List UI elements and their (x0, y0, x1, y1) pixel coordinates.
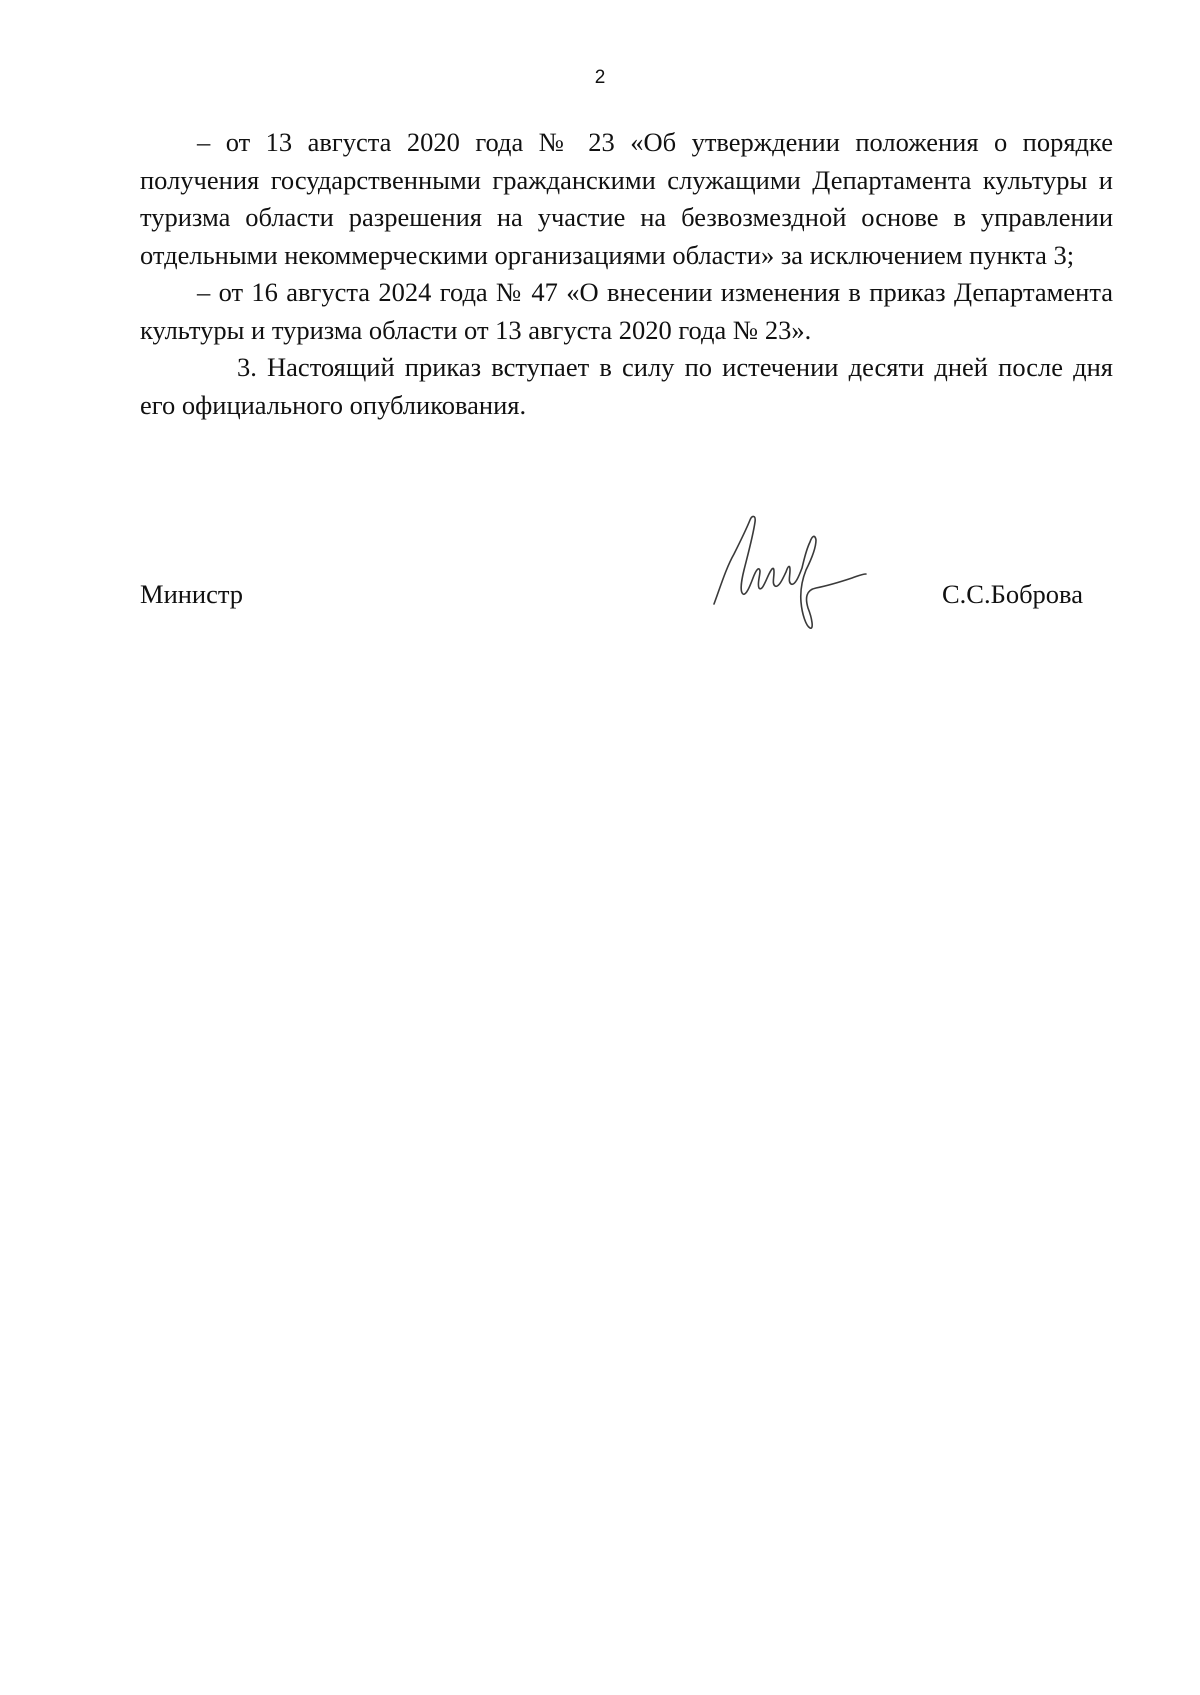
list-item-order-47: – от 16 августа 2024 года № 47 «О внесении изменения в приказ Департамента культуры и туризма области от 13 августа 2020 года № 23». (140, 277, 1113, 345)
signer-name: С.С.Боброва (942, 579, 1083, 609)
list-item-order-23: – от 13 августа 2020 года № 23 «Об утверждении положения о порядке получения государственными гражданскими служащими Департамента культуры и туризма области разрешения на участие на безвозмездной основе в управлении отдельными некоммерческими организациями области» за исключением пункта 3; (140, 127, 1113, 270)
paragraph-effective-date: 3. Настоящий приказ вступает в силу по истечении десяти дней после дня его официального опубликования. (140, 352, 1113, 420)
signer-position: Министр (140, 579, 244, 609)
page-number: 2 (594, 67, 606, 88)
signature-block (140, 576, 1113, 616)
document-body (140, 124, 1113, 424)
